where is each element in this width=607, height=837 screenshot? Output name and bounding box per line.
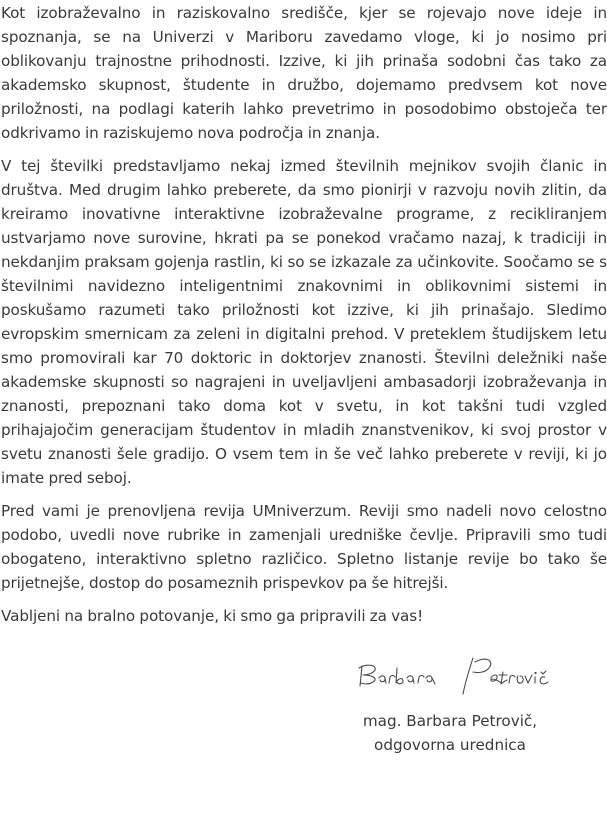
handwritten-signature (355, 648, 585, 706)
editorial-body (1, 1, 607, 637)
signer-name: mag. Barbara Petrovič, (362, 712, 538, 730)
signature-block (330, 648, 607, 757)
paragraph-highlights: V tej številki predstavljamo nekaj izmed številnih mejnikov svojih članic in društva. Med drugim lahko preberete, da smo pionirji v razvoju novih zlitin, da kreiramo inovativne interaktivne izobraževalne programe, z recikliranjem ustvarjamo nove surovine, hkrati pa se ponekod vračamo nazaj, k tradiciji in nekdanjim praksam gojenja rastlin, ki so se izkazale za učinkovite. Soočamo se s številnimi navidezno inteligentnimi znakovnimi in oblikovnimi sistemi in poskušamo razumeti tako priložnosti kot izzive, ki jih prinašajo. Sledimo evropskim smernicam za zeleni in digitalni prehod. V preteklem študijskem letu smo promovirali kar 70 doktoric in doktorjev znanosti. Številni deležniki naše akademske skupnosti so nagrajeni in uveljavljeni ambasadorji izobraževanja in znanosti, prepoznani tako doma kot v svetu, in kot takšni tudi vzgled prihajajočim generacijam študentov in mladih znanstvenikov, ki svoj prostor v svetu znanosti šele gradijo. O vsem tem in še več lahko preberete v reviji, ki jo imate pred seboj. (1, 157, 607, 487)
paragraph-intro: Kot izobraževalno in raziskovalno središče, kjer se rojevajo nove ideje in spoznanja, se na Univerzi v Mariboru zavedamo vloge, ki jo nosimo pri oblikovanju trajnostne prihodnosti. Izzive, ki jih prinaša sodobni čas tako za akademsko skupnost, študente in družbo, dojemamo predvsem kot nove priložnosti, na podlagi katerih lahko prevetrimo in posodobimo obstoječa ter odkrivamo in raziskujemo nova področja in znanja. (1, 4, 607, 142)
signer-role: odgovorna urednica (374, 736, 526, 754)
paragraph-renewal: Pred vami je prenovljena revija UMniverzum. Reviji smo nadeli novo celostno podobo, uvedli nove rubrike in zamenjali uredniške čevlje. Pripravili smo tudi obogateno, interaktivno spletno različico. Spletno listanje revije bo tako še prijetnejše, dostop do posameznih prispevkov pa še hitrejši. (1, 502, 607, 592)
paragraph-invitation: Vabljeni na bralno potovanje, ki smo ga pripravili za vas! (1, 607, 424, 625)
